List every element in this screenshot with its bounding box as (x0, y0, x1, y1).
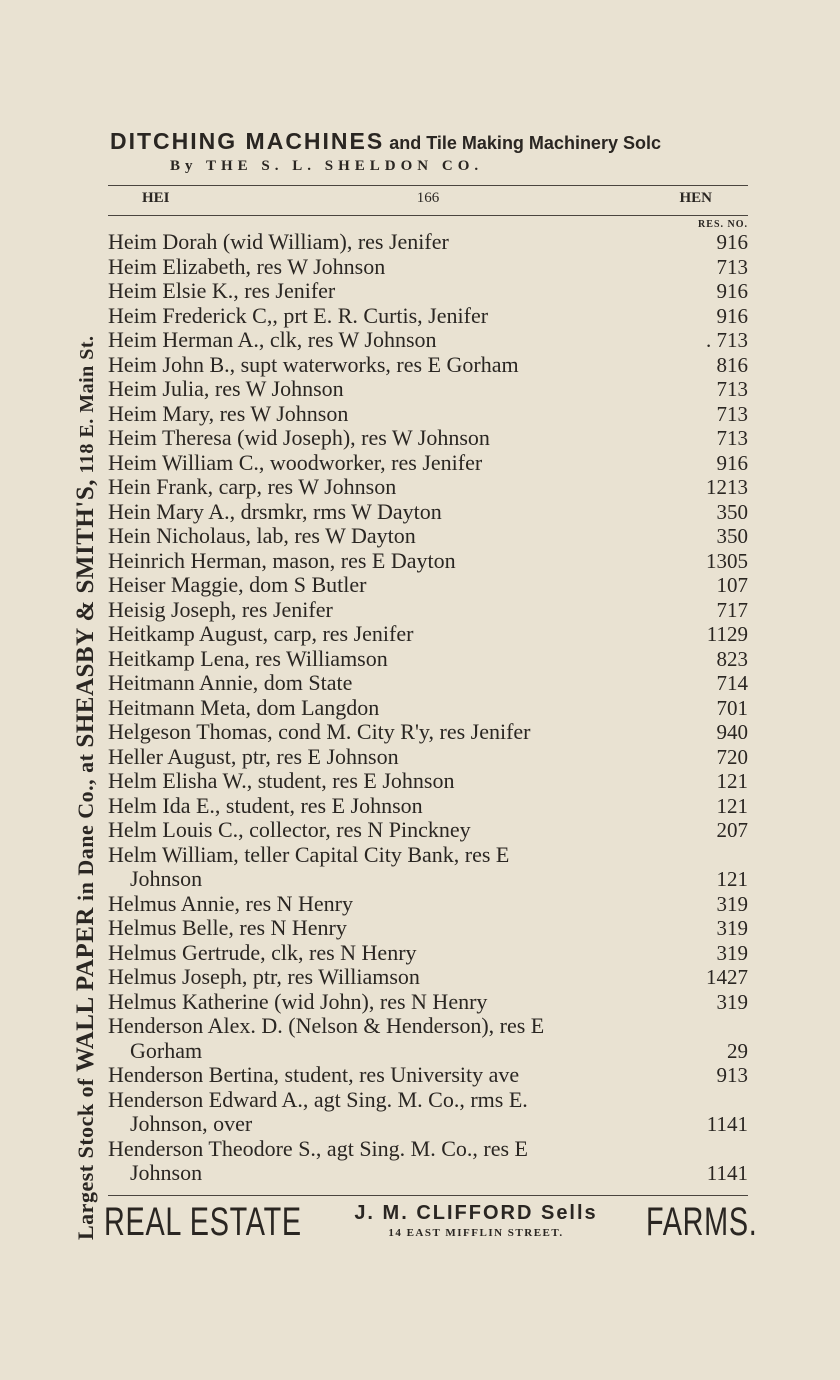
residence-number: 319 (716, 940, 748, 965)
entry-name: Helmus Gertrude, clk, res N Henry (108, 939, 417, 965)
entry-name: Henderson Edward A., agt Sing. M. Co., rms E. (108, 1086, 528, 1112)
entry-name: Helmus Belle, res N Henry (108, 915, 347, 940)
top-advertisement (110, 128, 750, 175)
entry-name: Hein Mary A., drsmkr, rms W Dayton (108, 498, 442, 524)
directory-entry (108, 892, 748, 917)
residence-number: 916 (716, 230, 748, 254)
entry-name-continuation: Gorham (130, 1037, 203, 1063)
directory-entry (108, 867, 748, 892)
entry-name: Helm Ida E., student, res E Johnson (108, 792, 423, 818)
side-ad-text-2: in Dane Co., at (73, 747, 98, 908)
footer-rule (108, 1195, 748, 1196)
side-ad-wall-paper: WALL PAPER (72, 907, 99, 1073)
directory-entry (108, 769, 748, 794)
directory-entry (108, 720, 748, 745)
residence-number: 714 (716, 671, 748, 695)
header-rule-bottom (108, 215, 748, 216)
directory-entry (108, 598, 748, 623)
entry-name: Heim Frederick C,, prt E. R. Curtis, Jenifer (108, 302, 489, 328)
bottom-ad-clifford: J. M. CLIFFORD Sells (354, 1202, 598, 1224)
directory-entry (108, 1063, 748, 1088)
directory-entry (108, 1088, 748, 1113)
header-rule-top (108, 185, 748, 186)
entry-name: Heim Elsie K., res Jenifer (108, 278, 336, 303)
entry-name: Heinrich Herman, mason, res E Dayton (108, 547, 456, 573)
directory-entry (108, 451, 748, 476)
entry-name: Heim Theresa (wid Joseph), res W Johnson (108, 425, 490, 450)
column-label: RES. NO. (698, 219, 748, 230)
directory-entry (108, 1112, 748, 1137)
directory-entry (108, 255, 748, 280)
directory-entry (108, 1137, 748, 1162)
directory-entry (108, 696, 748, 721)
residence-number: 1129 (706, 622, 748, 646)
entry-name-continuation: Johnson, over (130, 1111, 253, 1136)
entry-name: Heitkamp Lena, res Williamson (108, 645, 388, 671)
directory-entry (108, 990, 748, 1015)
side-ad-address: 118 E. Main St. (76, 335, 98, 480)
residence-number: 107 (716, 573, 748, 597)
entry-name: Helmus Katherine (wid John), res N Henry (108, 988, 488, 1014)
entry-name: Hein Nicholaus, lab, res W Dayton (108, 523, 416, 548)
entry-name: Heitmann Meta, dom Langdon (108, 694, 380, 720)
directory-entries (108, 230, 748, 1186)
directory-entry (108, 622, 748, 647)
entry-name: Heim Dorah (wid William), res Jenifer (108, 229, 449, 254)
residence-number: 717 (716, 597, 748, 622)
entry-name: Hein Frank, carp, res W Johnson (108, 474, 397, 499)
entry-name: Helgeson Thomas, cond M. City R'y, res Jenifer (108, 719, 531, 744)
residence-number: 121 (716, 769, 748, 793)
bottom-ad-street: 14 EAST MIFFLIN STREET. (388, 1227, 564, 1239)
side-ad-store-name: SHEASBY & SMITH'S, (72, 479, 99, 748)
directory-entry (108, 843, 748, 868)
top-ad-company: By THE S. L. SHELDON CO. (170, 158, 484, 174)
directory-entry (108, 230, 748, 255)
entry-name: Heim Mary, res W Johnson (108, 400, 349, 426)
directory-entry (108, 328, 748, 353)
residence-number: 940 (716, 720, 748, 744)
directory-entry (108, 279, 748, 304)
entry-name: Heiser Maggie, dom S Butler (108, 572, 367, 597)
directory-entry (108, 1039, 748, 1064)
entry-name: Helm William, teller Capital City Bank, res E (108, 841, 510, 867)
bottom-ad-farms: FARMS. (646, 1200, 758, 1244)
entry-name: Heim Elizabeth, res W Johnson (108, 253, 386, 279)
running-head-right: HEN (679, 190, 712, 206)
side-advertisement (72, 120, 100, 1240)
residence-number: 1427 (706, 965, 748, 989)
entry-name: Heim William C., woodworker, res Jenifer (108, 449, 483, 475)
entry-name: Henderson Theodore S., agt Sing. M. Co., res E (108, 1135, 528, 1161)
residence-number: 29 (727, 1038, 748, 1063)
residence-number: 916 (716, 450, 748, 475)
residence-number: . 713 (706, 328, 748, 352)
directory-entry (108, 475, 748, 500)
directory-entry (108, 745, 748, 770)
directory-entry (108, 402, 748, 427)
directory-entry (108, 1014, 748, 1039)
directory-entry (108, 353, 748, 378)
entry-name: Heitkamp August, carp, res Jenifer (108, 621, 414, 646)
running-head (108, 190, 748, 212)
directory-entry (108, 818, 748, 843)
directory-entry (108, 794, 748, 819)
residence-number: 121 (716, 793, 748, 818)
residence-number: 319 (716, 916, 748, 940)
directory-entry (108, 1161, 748, 1186)
residence-number: 916 (716, 303, 748, 328)
residence-number: 319 (716, 891, 748, 916)
residence-number: 350 (716, 524, 748, 548)
directory-entry (108, 671, 748, 696)
residence-number: 720 (716, 744, 748, 769)
directory-entry (108, 647, 748, 672)
top-ad-ditching: DITCHING MACHINES (110, 128, 385, 154)
residence-number: 823 (716, 646, 748, 671)
entry-name: Henderson Alex. D. (Nelson & Henderson), res E (108, 1013, 545, 1038)
residence-number: 121 (716, 867, 748, 891)
residence-number: 701 (716, 695, 748, 720)
bottom-advertisement (104, 1200, 758, 1248)
directory-entry (108, 304, 748, 329)
residence-number: 713 (716, 426, 748, 450)
entry-name: Heim Julia, res W Johnson (108, 376, 344, 401)
entry-name: Heim Herman A., clk, res W Johnson (108, 327, 437, 352)
residence-number: 1141 (706, 1112, 748, 1136)
entry-name: Helmus Joseph, ptr, res Williamson (108, 964, 420, 989)
directory-entry (108, 573, 748, 598)
directory-entry (108, 524, 748, 549)
residence-number: 1141 (706, 1161, 748, 1185)
residence-number: 1213 (706, 475, 748, 499)
directory-entry (108, 426, 748, 451)
directory-entry (108, 965, 748, 990)
entry-name-continuation: Johnson (130, 866, 203, 891)
entry-name: Helm Elisha W., student, res E Johnson (108, 768, 455, 793)
entry-name: Helm Louis C., collector, res N Pinckney (108, 817, 471, 842)
side-ad-text-1: Largest Stock of (73, 1072, 98, 1240)
page-number: 166 (416, 190, 440, 206)
residence-number: 319 (716, 989, 748, 1014)
directory-entry (108, 941, 748, 966)
residence-number: 207 (716, 818, 748, 842)
entry-name: Heitmann Annie, dom State (108, 670, 353, 695)
running-head-left: HEI (142, 190, 170, 206)
residence-number: 913 (716, 1063, 748, 1087)
residence-number: 1305 (706, 548, 748, 573)
residence-number: 713 (716, 254, 748, 279)
entry-name: Helmus Annie, res N Henry (108, 890, 354, 916)
entry-name: Henderson Bertina, student, res University ave (108, 1062, 520, 1087)
entry-name: Heim John B., supt waterworks, res E Gorham (108, 351, 519, 377)
residence-number: 713 (716, 377, 748, 401)
bottom-ad-real-estate: REAL ESTATE (104, 1200, 302, 1244)
top-ad-tile: and Tile Making Machinery Solc (384, 133, 661, 153)
residence-number: 916 (716, 279, 748, 303)
residence-number: 350 (716, 499, 748, 524)
directory-entry (108, 549, 748, 574)
entry-name: Heller August, ptr, res E Johnson (108, 743, 399, 769)
directory-entry (108, 500, 748, 525)
residence-number: 713 (716, 401, 748, 426)
entry-name: Heisig Joseph, res Jenifer (108, 596, 333, 622)
residence-number: 816 (716, 352, 748, 377)
entry-name-continuation: Johnson (130, 1160, 203, 1185)
directory-entry (108, 916, 748, 941)
directory-entry (108, 377, 748, 402)
